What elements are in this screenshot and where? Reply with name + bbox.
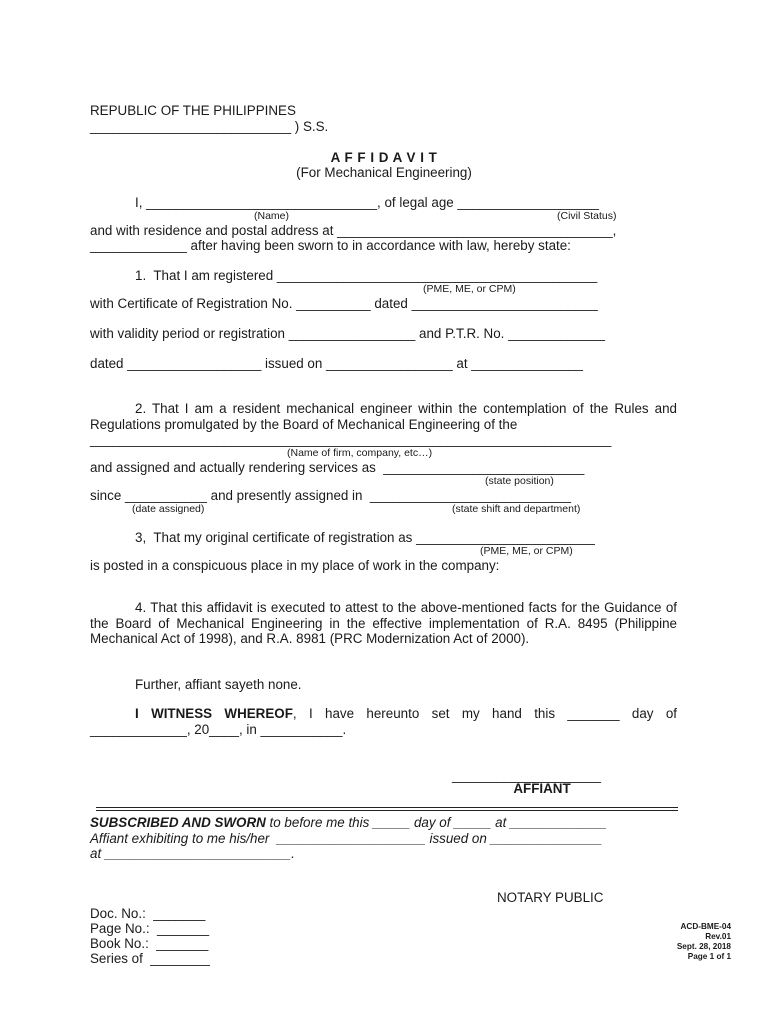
form-page: Page 1 of 1 bbox=[687, 952, 731, 961]
book-no: Book No.: _______ bbox=[90, 936, 209, 951]
form-code: ACD-BME-04 bbox=[680, 922, 731, 931]
witness-rest: , I have hereunto set my hand this _______ day of _____________, 20____, in ___________. bbox=[90, 706, 677, 737]
affiant-signature-line: ____________________ bbox=[452, 768, 601, 783]
position-caption: (state position) bbox=[485, 475, 554, 487]
republic-heading: REPUBLIC OF THE PHILIPPINES bbox=[90, 103, 296, 118]
name-caption: (Name) bbox=[254, 210, 290, 222]
doc-no: Doc. No.: _______ bbox=[90, 906, 206, 921]
date-assigned-caption: (date assigned) bbox=[132, 503, 205, 515]
venue-line: ___________________________ ) S.S. bbox=[90, 119, 329, 134]
jurat-rule-2 bbox=[96, 810, 678, 811]
witness-bold: I WITNESS WHEREOF bbox=[135, 706, 293, 721]
item1-caption: (PME, ME, or CPM) bbox=[423, 283, 516, 295]
jurat-bold: SUBSCRIBED AND SWORN bbox=[90, 815, 266, 830]
affidavit-title: A F F I D A V I T bbox=[330, 150, 438, 165]
item2-assigned-line: and assigned and actually rendering services as ___________________________ bbox=[90, 460, 585, 475]
witness-paragraph bbox=[90, 706, 677, 737]
jurat-line-1-rest: to before me this _____ day of _____ at _____________ bbox=[265, 815, 607, 830]
page-no: Page No.: _______ bbox=[90, 921, 210, 936]
item1-line-2: with Certificate of Registration No. __________ dated _________________________ bbox=[90, 296, 598, 311]
jurat-line-1 bbox=[90, 815, 607, 831]
item3-line-2: is posted in a conspicuous place in my place of work in the company: bbox=[90, 558, 500, 573]
affidavit-subtitle: (For Mechanical Engineering) bbox=[296, 165, 472, 180]
civil-status-caption: (Civil Status) bbox=[557, 210, 617, 222]
intro-line-2: and with residence and postal address at _____________________________________, bbox=[90, 223, 617, 238]
firm-caption: (Name of firm, company, etc…) bbox=[287, 447, 433, 459]
item3-line-1: 3, That my original certificate of registration as ________________________ bbox=[135, 530, 595, 545]
intro-line-1: I, _______________________________, of legal age ___________________ bbox=[135, 195, 599, 210]
series-of: Series of ________ bbox=[90, 951, 210, 966]
intro-line-3: _____________ after having been sworn to in accordance with law, hereby state: bbox=[90, 238, 571, 253]
item2-paragraph: 2. That I am a resident mechanical engineer within the contemplation of the Rules and Regulations promulgated by the Board of Mechanical Engineering of the bbox=[90, 401, 677, 432]
jurat-rule-1 bbox=[96, 807, 678, 808]
form-date: Sept. 28, 2018 bbox=[676, 942, 731, 951]
form-revision: Rev.01 bbox=[705, 932, 731, 941]
jurat-line-3: at _________________________. bbox=[90, 846, 295, 861]
shift-caption: (state shift and department) bbox=[452, 503, 581, 515]
item2-since-line: since ___________ and presently assigned in ___________________________ bbox=[90, 488, 571, 503]
item3-caption: (PME, ME, or CPM) bbox=[480, 545, 573, 557]
item2-firm-line: ______________________________________________________________________ bbox=[90, 432, 612, 447]
further-statement: Further, affiant sayeth none. bbox=[135, 677, 302, 692]
item4-paragraph: 4. That this affidavit is executed to attest to the above-mentioned facts for the Guidance of the Board of Mechanical Engineering in the effective implementation of R.A. 8495 (Philippine Mechanical Act of 1998), and R.A. 8981 (PRC Modernization Act of 2000). bbox=[90, 600, 677, 647]
notary-public-label: NOTARY PUBLIC bbox=[497, 890, 604, 905]
item1-line-3: with validity period or registration _________________ and P.T.R. No. _____________ bbox=[90, 326, 605, 341]
jurat-line-2: Affiant exhibiting to me his/her ____________________ issued on _______________ bbox=[90, 831, 603, 846]
affiant-label: AFFIANT bbox=[513, 781, 571, 796]
item1-line-4: dated __________________ issued on _________________ at _______________ bbox=[90, 356, 583, 371]
item1-line-1: 1. That I am registered ___________________________________________ bbox=[135, 268, 598, 283]
